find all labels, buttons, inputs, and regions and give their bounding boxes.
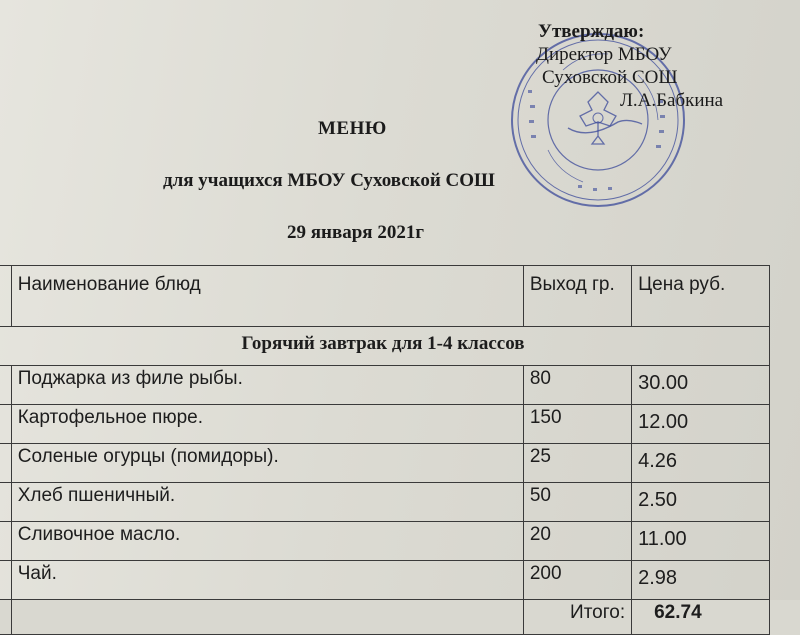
total-value: 62.74 bbox=[632, 600, 770, 635]
total-empty-cell bbox=[11, 600, 523, 635]
index-column-cell bbox=[0, 483, 11, 522]
approval-heading: Утверждаю: bbox=[538, 21, 645, 42]
dish-weight: 80 bbox=[523, 366, 631, 405]
dish-price: 30.00 bbox=[632, 366, 770, 405]
dish-name: Чай. bbox=[11, 561, 523, 600]
index-column-cell bbox=[0, 561, 11, 600]
dish-weight: 200 bbox=[523, 561, 631, 600]
dish-weight: 25 bbox=[523, 444, 631, 483]
approval-school: Суховской СОШ bbox=[542, 67, 678, 88]
index-column-cell bbox=[0, 444, 11, 483]
dish-price: 2.50 bbox=[632, 483, 770, 522]
menu-table bbox=[0, 265, 770, 635]
dish-weight: 50 bbox=[523, 483, 631, 522]
section-row bbox=[0, 327, 770, 366]
dish-price: 2.98 bbox=[632, 561, 770, 600]
approval-signatory: Л.А.Бабкина bbox=[620, 90, 724, 111]
header-dish-name: Наименование блюд bbox=[11, 266, 523, 327]
dish-price: 12.00 bbox=[632, 405, 770, 444]
dish-weight: 20 bbox=[523, 522, 631, 561]
approval-block bbox=[530, 20, 770, 112]
dish-price: 11.00 bbox=[632, 522, 770, 561]
index-column-cell bbox=[0, 522, 11, 561]
dish-price: 4.26 bbox=[632, 444, 770, 483]
total-label: Итого: bbox=[523, 600, 631, 635]
dish-name: Хлеб пшеничный. bbox=[11, 483, 523, 522]
dish-name: Картофельное пюре. bbox=[11, 405, 523, 444]
total-row bbox=[0, 600, 770, 635]
table-row bbox=[0, 366, 770, 405]
header-price: Цена руб. bbox=[632, 266, 770, 327]
dish-name: Соленые огурцы (помидоры). bbox=[11, 444, 523, 483]
table-row bbox=[0, 444, 770, 483]
approval-position: Директор МБОУ bbox=[536, 44, 672, 65]
dish-weight: 150 bbox=[523, 405, 631, 444]
table-row bbox=[0, 483, 770, 522]
page-title: МЕНЮ bbox=[318, 118, 387, 139]
header-weight: Выход гр. bbox=[523, 266, 631, 327]
index-column-cell bbox=[0, 366, 11, 405]
index-column-cell bbox=[0, 600, 11, 635]
index-column-cell bbox=[0, 266, 11, 327]
menu-date: 29 января 2021г bbox=[287, 222, 424, 243]
table-header-row bbox=[0, 266, 770, 327]
section-title: Горячий завтрак для 1-4 классов bbox=[0, 327, 770, 366]
dish-name: Сливочное масло. bbox=[11, 522, 523, 561]
table-row bbox=[0, 561, 770, 600]
index-column-cell bbox=[0, 405, 11, 444]
table-row bbox=[0, 405, 770, 444]
dish-name: Поджарка из филе рыбы. bbox=[11, 366, 523, 405]
table-row bbox=[0, 522, 770, 561]
page-subtitle: для учащихся МБОУ Суховской СОШ bbox=[163, 170, 495, 191]
